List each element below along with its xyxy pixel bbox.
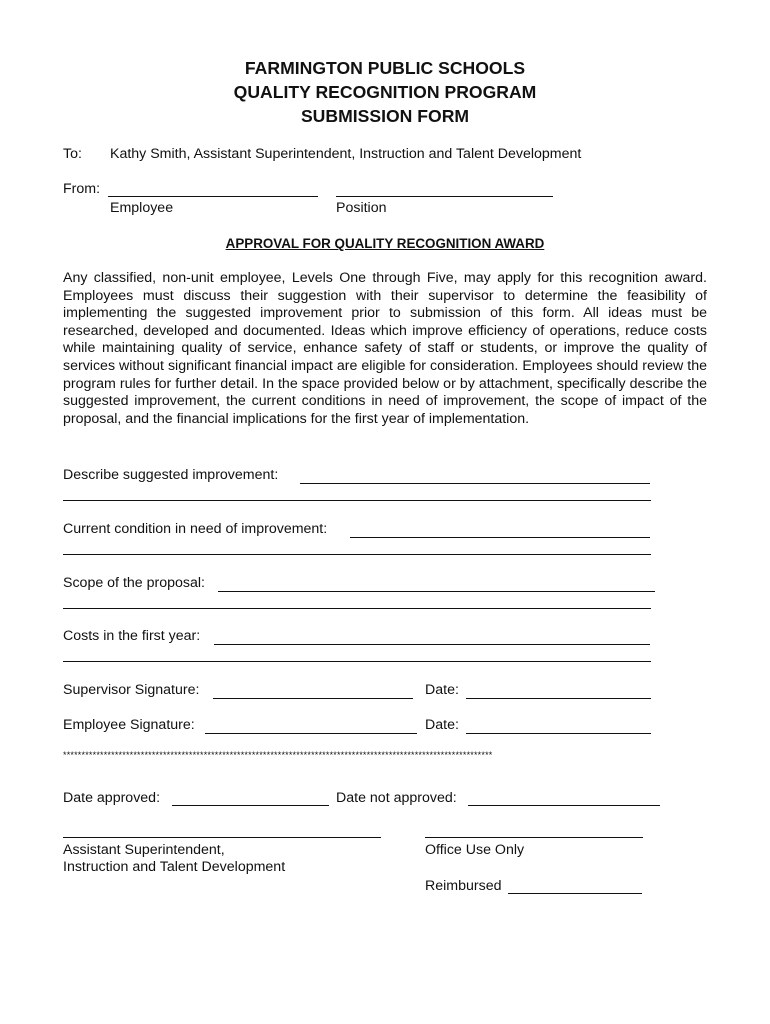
improvement-field[interactable] (300, 483, 650, 484)
employee-name-field[interactable] (108, 196, 318, 197)
employee-signature-label: Employee Signature: (63, 717, 195, 733)
condition-label: Current condition in need of improvement: (63, 521, 328, 537)
reimbursed-label: Reimbursed (425, 878, 502, 894)
scope-field[interactable] (218, 591, 655, 592)
condition-field-line-2[interactable] (63, 554, 651, 555)
office-use-field[interactable] (425, 837, 643, 838)
supervisor-signature-label: Supervisor Signature: (63, 682, 200, 698)
employee-signature-field[interactable] (205, 733, 417, 734)
scope-label: Scope of the proposal: (63, 575, 205, 591)
intro-paragraph: Any classified, non-unit employee, Levels One through Five, may apply for this recognition award. Employees must discuss their suggestion with their supervisor to determine the feasibility of implementing the suggested improvement prior to submission of this form. All ideas must be researched, developed and documented. Ideas which improve efficiency of operations, reduce costs while maintaining quality of service, enhance safety of staff or students, or improve the quality of services without significant financial impact are eligible for consideration. Employees should review the program rules for further detail. In the space provided below or by attachment, specifically describe the suggested improvement, the current conditions in need of improvement, the scope of impact of the proposal, and the financial implications for the first year of implementation. (63, 270, 707, 427)
date-approved-field[interactable] (172, 805, 329, 806)
employee-date-label: Date: (425, 717, 459, 733)
title-line-2: QUALITY RECOGNITION PROGRAM (233, 82, 537, 102)
supervisor-date-label: Date: (425, 682, 459, 698)
title-line-3: SUBMISSION FORM (300, 106, 470, 126)
signer-title-line-2: Instruction and Talent Development (63, 859, 286, 875)
supervisor-signature-field[interactable] (213, 698, 413, 699)
reimbursed-field[interactable] (508, 893, 642, 894)
form-title (0, 56, 770, 128)
office-use-label: Office Use Only (425, 842, 525, 858)
signer-title-line-1: Assistant Superintendent, (63, 842, 225, 858)
condition-field[interactable] (350, 537, 650, 538)
assistant-superintendent-signature-field[interactable] (63, 837, 381, 838)
employee-date-field[interactable] (466, 733, 651, 734)
employee-caption: Employee (110, 200, 174, 216)
costs-field[interactable] (214, 644, 650, 645)
to-label: To: (63, 146, 82, 162)
date-not-approved-field[interactable] (468, 805, 660, 806)
costs-field-line-2[interactable] (63, 661, 651, 662)
from-label: From: (63, 181, 101, 197)
separator-stars: ******************************************************************************************************************** (63, 750, 493, 760)
title-line-1: FARMINGTON PUBLIC SCHOOLS (244, 58, 526, 78)
to-recipient: Kathy Smith, Assistant Superintendent, Instruction and Talent Development (110, 146, 582, 162)
improvement-field-line-2[interactable] (63, 500, 651, 501)
date-approved-label: Date approved: (63, 790, 161, 806)
position-caption: Position (336, 200, 387, 216)
section-heading: APPROVAL FOR QUALITY RECOGNITION AWARD (225, 236, 545, 251)
costs-label: Costs in the first year: (63, 628, 201, 644)
supervisor-date-field[interactable] (466, 698, 651, 699)
position-field[interactable] (336, 196, 553, 197)
scope-field-line-2[interactable] (63, 608, 651, 609)
improvement-label: Describe suggested improvement: (63, 467, 279, 483)
date-not-approved-label: Date not approved: (336, 790, 457, 806)
